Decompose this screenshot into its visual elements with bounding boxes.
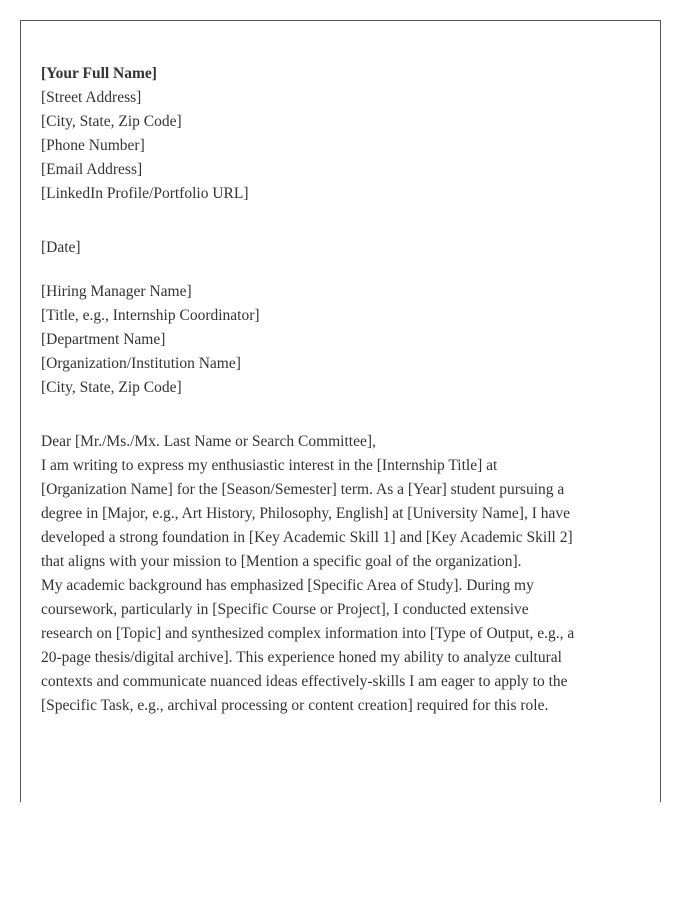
paragraph-line: that aligns with your mission to [Mention a specific goal of the organization].: [41, 553, 522, 570]
paragraph-line: degree in [Major, e.g., Art History, Philosophy, English] at [University Name], I have: [41, 505, 570, 522]
salutation: Dear [Mr./Ms./Mx. Last Name or Search Committee],: [41, 433, 376, 450]
sender-name: [Your Full Name]: [41, 65, 157, 82]
body-paragraph-2: [41, 574, 611, 718]
sender-city: [City, State, Zip Code]: [41, 113, 182, 130]
sender-phone: [Phone Number]: [41, 137, 145, 154]
paragraph-line: research on [Topic] and synthesized complex information into [Type of Output, e.g., a: [41, 625, 575, 642]
paragraph-line: [Organization Name] for the [Season/Semester] term. As a [Year] student pursuing a: [41, 481, 565, 498]
recipient-organization: [Organization/Institution Name]: [41, 355, 241, 372]
paragraph-line: developed a strong foundation in [Key Academic Skill 1] and [Key Academic Skill 2]: [41, 529, 573, 546]
salutation-block: [41, 430, 611, 454]
recipient-address-block: [41, 280, 611, 400]
recipient-title: [Title, e.g., Internship Coordinator]: [41, 307, 260, 324]
sender-email: [Email Address]: [41, 161, 143, 178]
sender-street: [Street Address]: [41, 89, 142, 106]
sender-address-block: [41, 62, 611, 206]
recipient-department: [Department Name]: [41, 331, 166, 348]
paragraph-line: My academic background has emphasized [Specific Area of Study]. During my: [41, 577, 534, 594]
letter-content: [41, 62, 611, 718]
paragraph-line: I am writing to express my enthusiastic interest in the [Internship Title] at: [41, 457, 498, 474]
sender-linkedin: [LinkedIn Profile/Portfolio URL]: [41, 185, 249, 202]
body-paragraph-1: [41, 454, 611, 574]
recipient-city: [City, State, Zip Code]: [41, 379, 182, 396]
paragraph-line: coursework, particularly in [Specific Course or Project], I conducted extensive: [41, 601, 529, 618]
letter-date: [Date]: [41, 239, 81, 256]
date-block: [41, 236, 611, 260]
paragraph-line: [Specific Task, e.g., archival processing or content creation] required for this role.: [41, 697, 549, 714]
paragraph-line: contexts and communicate nuanced ideas effectively-skills I am eager to apply to the: [41, 673, 568, 690]
recipient-name: [Hiring Manager Name]: [41, 283, 192, 300]
paragraph-line: 20-page thesis/digital archive]. This experience honed my ability to analyze cultural: [41, 649, 562, 666]
